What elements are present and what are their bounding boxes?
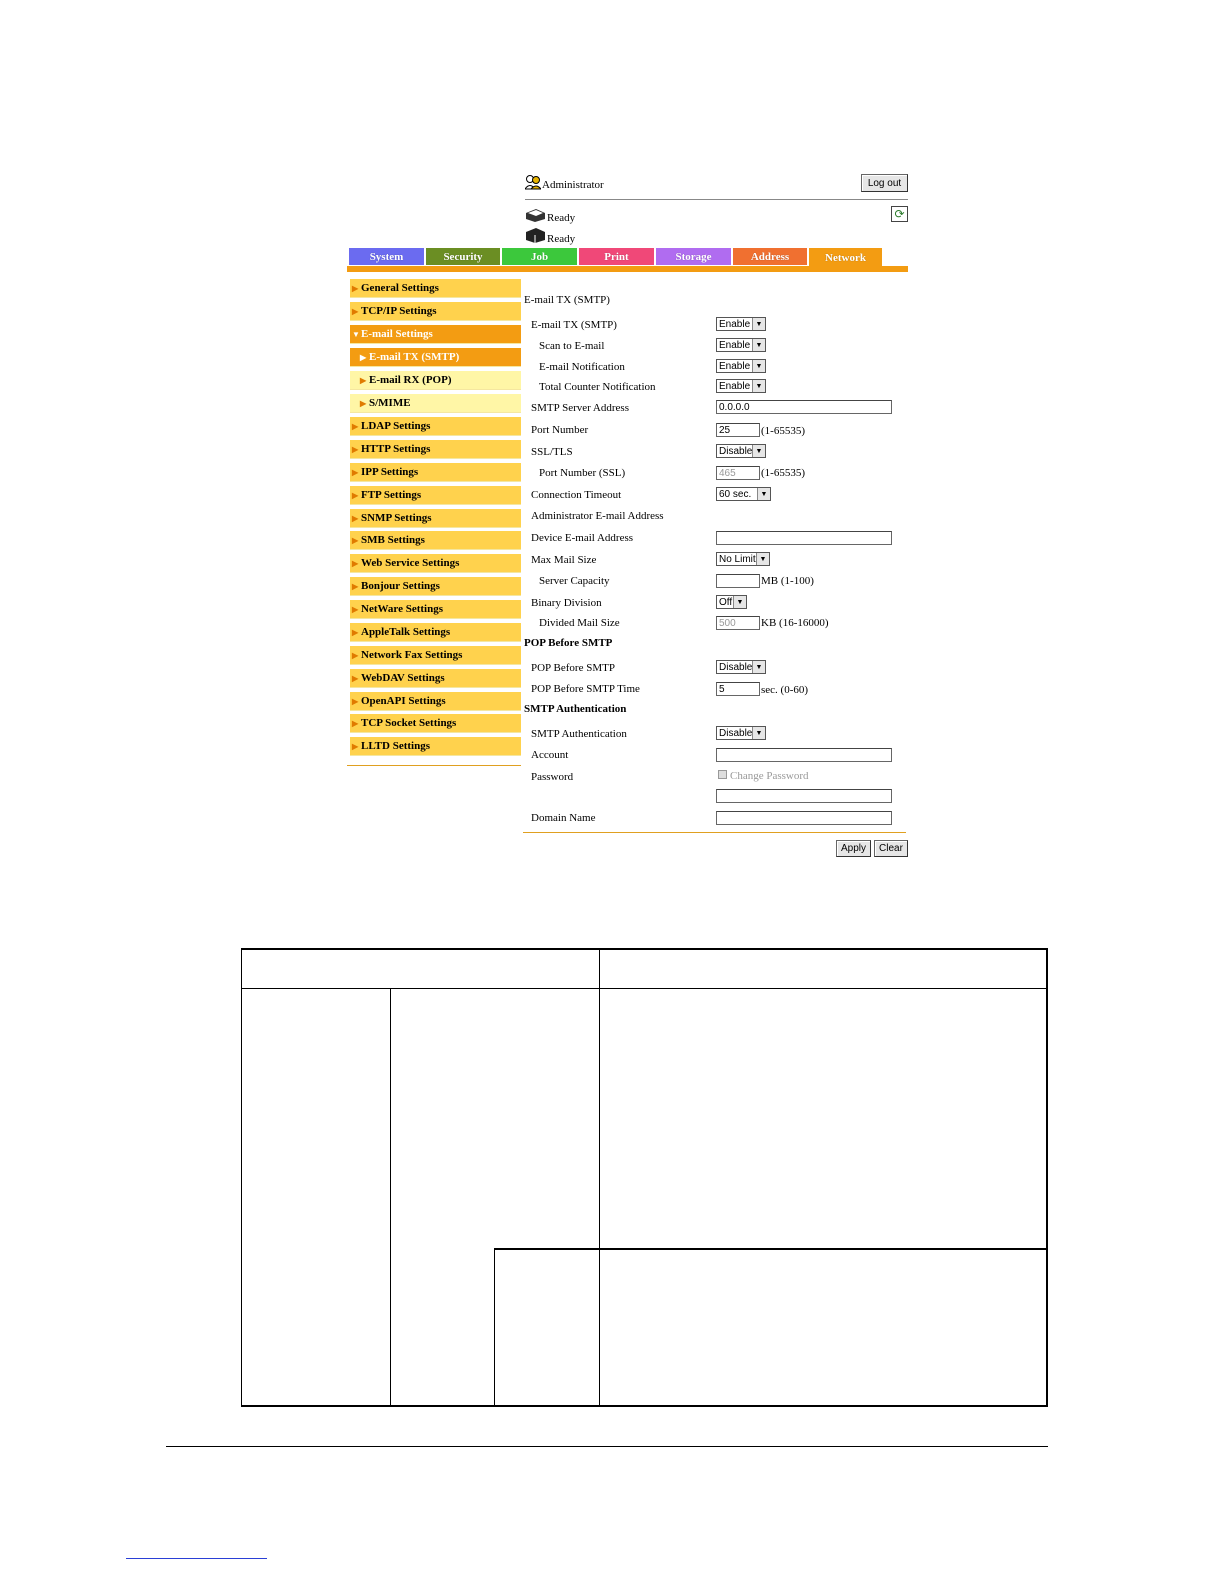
sidebar-item-email-tx[interactable]: ▶ E-mail TX (SMTP) [350, 348, 521, 367]
pop-time-label: POP Before SMTP Time [531, 683, 640, 695]
smtp-auth-label: SMTP Authentication [531, 728, 627, 740]
pop-section-title: POP Before SMTP [524, 637, 613, 649]
chevron-down-icon: ▼ [752, 661, 765, 673]
device-email-input[interactable] [716, 531, 892, 545]
timeout-label: Connection Timeout [531, 489, 622, 501]
total-counter-label: Total Counter Notification [539, 381, 656, 393]
scanner-status-icon [524, 227, 546, 243]
sidebar-item-network-fax[interactable]: ▶ Network Fax Settings [350, 646, 521, 665]
port-ssl-label: Port Number (SSL) [539, 467, 626, 479]
printer-status: Ready [547, 212, 576, 224]
sidebar-item-tcpip[interactable]: ▶ TCP/IP Settings [350, 302, 521, 321]
binary-division-select[interactable]: Off ▼ [716, 595, 747, 609]
chevron-down-icon: ▼ [752, 380, 765, 392]
chevron-down-icon: ▼ [752, 360, 765, 372]
divided-size-label: Divided Mail Size [539, 617, 620, 629]
table-right-border [1046, 948, 1048, 1407]
clear-button[interactable]: Clear [874, 840, 908, 857]
port-hint: (1-65535) [761, 425, 805, 437]
logout-button[interactable]: Log out [861, 174, 908, 192]
port-ssl-hint: (1-65535) [761, 467, 805, 479]
footer-link-underline[interactable] [126, 1558, 267, 1559]
password-input[interactable] [716, 789, 892, 803]
apply-button[interactable]: Apply [836, 840, 871, 857]
change-password-label: Change Password [730, 770, 809, 782]
sidebar-item-tcp-socket[interactable]: ▶ TCP Socket Settings [350, 714, 521, 733]
table-left-border [241, 948, 242, 1407]
sidebar-item-bonjour[interactable]: ▶ Bonjour Settings [350, 577, 521, 596]
divided-size-input[interactable]: 500 [716, 616, 760, 630]
ssl-tls-select[interactable]: Disable ▼ [716, 444, 766, 458]
table-column-divider [390, 988, 391, 1407]
chevron-down-icon: ▼ [752, 318, 765, 330]
sidebar-item-lltd[interactable]: ▶ LLTD Settings [350, 737, 521, 756]
password-label: Password [531, 771, 574, 783]
sidebar-divider [347, 765, 521, 766]
chevron-down-icon: ▼ [752, 339, 765, 351]
account-label: Account [531, 749, 569, 761]
sidebar-item-smime[interactable]: ▶ S/MIME [350, 394, 521, 413]
tab-system[interactable]: System [349, 248, 424, 265]
table-column-divider [494, 1248, 495, 1407]
email-notification-label: E-mail Notification [539, 361, 625, 373]
email-tx-select[interactable]: Enable ▼ [716, 317, 766, 331]
sidebar-item-netware[interactable]: ▶ NetWare Settings [350, 600, 521, 619]
chevron-down-icon: ▼ [757, 488, 770, 500]
tab-print[interactable]: Print [579, 248, 654, 265]
total-counter-select[interactable]: Enable ▼ [716, 379, 766, 393]
server-capacity-label: Server Capacity [539, 575, 610, 587]
tab-job[interactable]: Job [502, 248, 577, 265]
max-mail-label: Max Mail Size [531, 554, 597, 566]
email-notification-select[interactable]: Enable ▼ [716, 359, 766, 373]
sidebar-item-appletalk[interactable]: ▶ AppleTalk Settings [350, 623, 521, 642]
scanner-status: Ready [547, 233, 576, 245]
scan-to-email-select[interactable]: Enable ▼ [716, 338, 766, 352]
refresh-icon[interactable]: ⟳ [891, 206, 908, 222]
table-bottom-border [241, 1405, 1048, 1407]
port-label: Port Number [531, 424, 589, 436]
sidebar-item-general[interactable]: ▶ General Settings [350, 279, 521, 298]
sidebar-item-email[interactable]: ▼ E-mail Settings [350, 325, 521, 344]
table-row-divider [494, 1248, 1048, 1250]
auth-section-title: SMTP Authentication [524, 703, 627, 715]
port-input[interactable]: 25 [716, 423, 760, 437]
sidebar-item-http[interactable]: ▶ HTTP Settings [350, 440, 521, 459]
smtp-server-label: SMTP Server Address [531, 402, 629, 414]
sidebar-item-webdav[interactable]: ▶ WebDAV Settings [350, 669, 521, 688]
pop-before-select[interactable]: Disable ▼ [716, 660, 766, 674]
admin-email-label: Administrator E-mail Address [531, 510, 664, 522]
administrator-icon [525, 174, 541, 190]
timeout-select[interactable]: 60 sec. ▼ [716, 487, 771, 501]
smtp-server-input[interactable]: 0.0.0.0 [716, 400, 892, 414]
table-column-divider [599, 948, 600, 1407]
sidebar-item-web-service[interactable]: ▶ Web Service Settings [350, 554, 521, 573]
server-capacity-hint: MB (1-100) [761, 575, 814, 587]
scan-to-email-label: Scan to E-mail [539, 340, 605, 352]
ssl-tls-label: SSL/TLS [531, 446, 573, 458]
server-capacity-input[interactable] [716, 574, 760, 588]
sidebar-item-ldap[interactable]: ▶ LDAP Settings [350, 417, 521, 436]
tab-network[interactable]: Network [809, 248, 882, 268]
sidebar-item-ftp[interactable]: ▶ FTP Settings [350, 486, 521, 505]
chevron-down-icon: ▼ [756, 553, 769, 565]
sidebar-item-smb[interactable]: ▶ SMB Settings [350, 531, 521, 550]
divided-size-hint: KB (16-16000) [761, 617, 829, 629]
email-tx-label: E-mail TX (SMTP) [531, 319, 617, 331]
device-email-label: Device E-mail Address [531, 532, 634, 544]
form-divider [523, 832, 906, 833]
table-top-border [241, 948, 1048, 950]
sidebar-item-openapi[interactable]: ▶ OpenAPI Settings [350, 692, 521, 711]
tab-storage[interactable]: Storage [656, 248, 731, 265]
tab-bar [347, 266, 908, 272]
sidebar-item-ipp[interactable]: ▶ IPP Settings [350, 463, 521, 482]
footer-divider [166, 1446, 1048, 1447]
pop-time-hint: sec. (0-60) [761, 684, 809, 696]
admin-row [525, 172, 908, 200]
printer-status-icon [524, 207, 546, 223]
chevron-down-icon: ▼ [752, 727, 765, 739]
form-title: E-mail TX (SMTP) [524, 294, 610, 306]
domain-input[interactable] [716, 811, 892, 825]
sidebar-item-email-rx[interactable]: ▶ E-mail RX (POP) [350, 371, 521, 390]
tab-address[interactable]: Address [733, 248, 807, 265]
binary-division-label: Binary Division [531, 597, 602, 609]
port-ssl-input[interactable]: 465 [716, 466, 760, 480]
tab-security[interactable]: Security [426, 248, 500, 265]
smtp-auth-select[interactable]: Disable ▼ [716, 726, 766, 740]
sidebar-item-snmp[interactable]: ▶ SNMP Settings [350, 509, 521, 528]
chevron-down-icon: ▼ [733, 596, 746, 608]
pop-before-label: POP Before SMTP [531, 662, 615, 674]
pop-time-input[interactable]: 5 [716, 682, 760, 696]
account-input[interactable] [716, 748, 892, 762]
max-mail-select[interactable]: No Limit ▼ [716, 552, 770, 566]
change-password-checkbox[interactable] [718, 770, 727, 779]
chevron-down-icon: ▼ [752, 445, 765, 457]
domain-label: Domain Name [531, 812, 596, 824]
user-label: Administrator [542, 179, 604, 191]
table-header-border [241, 988, 1048, 989]
